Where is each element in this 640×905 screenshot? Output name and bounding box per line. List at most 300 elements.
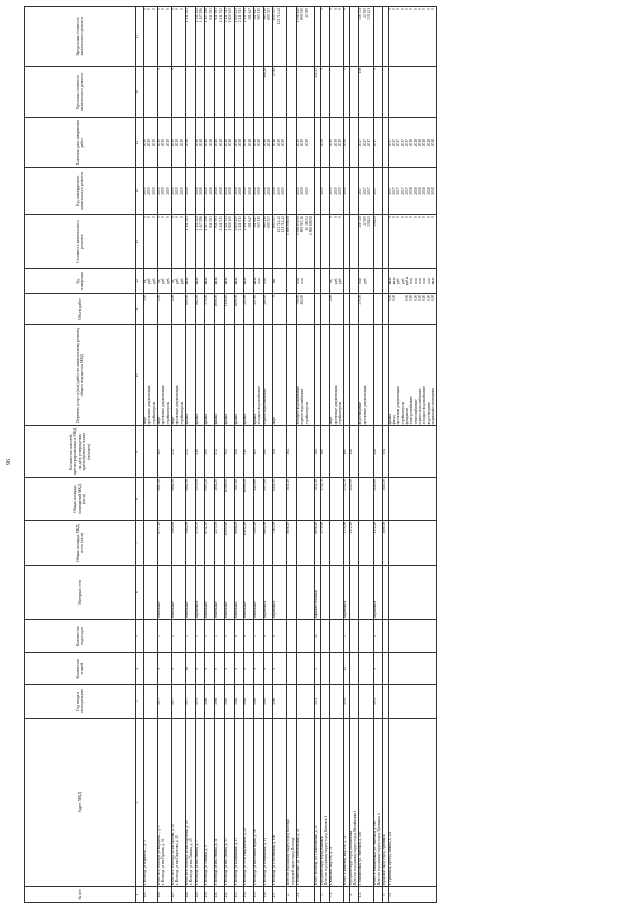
cell-end	[373, 118, 383, 167]
cell-line: 0	[175, 216, 180, 218]
cell-ta: 8698,10	[315, 520, 320, 565]
cell-line: 2018	[218, 139, 223, 147]
cell-cost	[297, 215, 315, 269]
cell-la	[144, 478, 158, 521]
cell-yr	[172, 167, 186, 214]
cell-fl: 9	[205, 653, 215, 684]
cell-uc	[253, 66, 263, 118]
cell-mat	[144, 565, 158, 619]
cell-lim	[144, 7, 158, 67]
cell-mat: панельные	[234, 565, 244, 619]
cell-line: 2017	[362, 187, 367, 195]
cell-ta: 4172,20	[349, 520, 359, 565]
cell-line: 0	[417, 216, 422, 218]
cell-yr	[359, 167, 373, 214]
cell-year: 1971	[315, 684, 320, 718]
cell-works	[253, 325, 263, 426]
cell-res: 200	[205, 426, 215, 478]
cell-mat	[330, 565, 344, 619]
cell-lim	[297, 7, 315, 67]
cell-line: Итого по г. Вологда, ул им Пирогова, д. 29	[185, 820, 190, 886]
cell-line: городской округ город Вологда	[290, 837, 295, 886]
cell-line: п.м	[358, 278, 363, 284]
cell-line: 484,00	[300, 294, 305, 305]
table-row	[373, 7, 383, 903]
cell-line: 0	[372, 67, 377, 70]
cell-vol	[224, 293, 234, 324]
cell-line: 0	[409, 216, 414, 218]
cell-line: 690 357	[272, 216, 277, 228]
cell-line: 2019	[175, 187, 180, 195]
cell-line: стройконтроль	[338, 401, 343, 425]
cell-line: крыша	[194, 414, 199, 425]
cell-la: 5661,90	[186, 478, 196, 521]
cell-line: г. Вологда, ул им Ленина, д. 13	[223, 838, 228, 886]
cell-line: 0	[147, 216, 152, 218]
cell-line: холодное водоснабжение	[296, 386, 300, 425]
cell-addr	[172, 718, 186, 887]
cell-year: 1977	[172, 684, 186, 718]
cell-line: 1 111 243	[194, 8, 199, 23]
cell-line: 316 721	[358, 8, 363, 20]
cell-mat: каркасно-блочные	[315, 565, 320, 619]
cell-line: 1158,40	[223, 294, 228, 307]
cell-en	[359, 619, 373, 653]
cell-en: 5	[224, 619, 234, 653]
cell-uc	[244, 66, 254, 118]
cell-vol	[273, 293, 287, 324]
column-number: 12	[136, 118, 144, 167]
cell-line: 0	[319, 8, 324, 10]
cell-en	[349, 619, 359, 653]
cell-yr	[215, 167, 225, 214]
cell-line: 0	[157, 216, 162, 218]
column-number: 13	[136, 215, 144, 269]
cell-line: 0	[396, 216, 401, 218]
cell-line: Всего по городскому округу город Михайловка 1	[353, 810, 358, 886]
cell-line: п.м	[409, 278, 414, 284]
cell-addr	[253, 718, 263, 887]
cell-la: 3040,30	[383, 478, 388, 521]
cell-line: 1606,00	[214, 294, 219, 307]
cell-line: 0,00	[404, 294, 409, 302]
cell-ta	[388, 520, 437, 565]
cell-end	[273, 118, 287, 167]
cell-works	[388, 325, 437, 426]
cell-line: п.м	[413, 278, 418, 284]
cell-end	[158, 118, 172, 167]
cell-line: крыша	[233, 414, 238, 425]
cell-line: 0	[147, 8, 152, 10]
cell-line: 2018	[233, 139, 238, 147]
cell-line: 2 411 513	[237, 216, 242, 231]
cell-line: п.м	[300, 278, 305, 284]
cell-cost	[172, 215, 186, 269]
cell-mat: панельные	[215, 565, 225, 619]
cell-line: 2019	[319, 139, 324, 147]
cell-line: г. Вологда, ул Бабушкина, д. 11	[262, 837, 267, 886]
cell-vol	[359, 293, 373, 324]
cell-line: г. Вологда, ул им Пирогова, д. 29	[175, 835, 180, 886]
cell-line: 2018	[266, 139, 271, 147]
cell-line: 2019	[161, 139, 166, 147]
cell-line: 0,00	[413, 294, 418, 302]
cell-end	[388, 118, 437, 167]
cell-la: 5379,50	[195, 478, 205, 521]
cell-line: 0	[338, 8, 343, 10]
cell-line: ед.	[157, 278, 162, 284]
cell-line: Городской округ город Михайловка	[348, 830, 353, 886]
cell-res: 183	[253, 426, 263, 478]
cell-line: 2019	[157, 187, 162, 195]
cell-line: 0	[430, 8, 435, 10]
cell-line: 0	[175, 8, 180, 10]
cell-line: проектные документация	[362, 385, 367, 425]
cell-line: 2018	[247, 139, 252, 147]
cell-vol	[158, 293, 172, 324]
cell-uc	[320, 66, 330, 118]
cell-res: 364	[287, 426, 297, 478]
cell-n: 129.	[195, 887, 205, 903]
cell-la: 10090,20	[244, 478, 254, 521]
cell-year	[330, 684, 344, 718]
cell-line: 2,00	[329, 294, 334, 302]
cell-uc	[273, 66, 287, 118]
table-row	[330, 7, 344, 903]
cell-lim	[215, 7, 225, 67]
cell-line: 121 714,42	[276, 216, 281, 233]
cell-mat: панельные	[205, 565, 215, 619]
cell-line: 1 417 296	[199, 8, 204, 23]
cell-line: 0,00	[426, 294, 431, 302]
cell-year: 1983	[263, 684, 273, 718]
cell-line: 381 647	[252, 8, 257, 20]
cell-line: 0	[430, 216, 435, 218]
cell-line: 2019	[171, 187, 176, 195]
cell-la: 3145,00	[373, 478, 383, 521]
cell-line: 0	[161, 216, 166, 218]
cell-line: 0	[413, 216, 418, 218]
cell-year	[287, 684, 297, 718]
cell-line: 2018	[417, 139, 422, 147]
cell-line: 381 647	[247, 216, 252, 228]
cell-res: 290	[263, 426, 273, 478]
cell-n: 4.1.	[359, 887, 373, 903]
cell-lim	[330, 7, 344, 67]
cell-line: г. Урюпинск, проезд Ленина, д. 121	[387, 831, 392, 886]
cell-line: 2019	[329, 187, 334, 195]
cell-line: водоотведение	[358, 402, 363, 425]
cell-vol	[172, 293, 186, 324]
cell-line: 2019	[329, 139, 334, 147]
cell-line: проектные документация	[333, 385, 338, 425]
table-row	[253, 7, 263, 903]
cell-line: ед.	[171, 278, 176, 284]
cell-line: 809 915,16	[300, 216, 305, 233]
cell-unit	[215, 269, 225, 294]
cell-works	[359, 325, 373, 426]
cell-uc	[297, 66, 315, 118]
cell-ta	[330, 520, 344, 565]
cell-unit	[253, 269, 263, 294]
cell-line: 2019	[143, 187, 147, 195]
cell-line: 2019	[296, 187, 300, 195]
cell-line: 40 389	[304, 8, 309, 18]
cell-line: кв.м	[387, 277, 392, 285]
cell-line: 339221	[372, 216, 377, 227]
cell-line: 1 820 125	[228, 216, 233, 231]
cell-works	[234, 325, 244, 426]
cell-uc	[158, 66, 172, 118]
cell-line: 2017	[404, 187, 409, 195]
cell-year: 1986	[215, 684, 225, 718]
cell-addr	[359, 718, 373, 887]
cell-n: 131.	[215, 887, 225, 903]
cell-line: 0	[329, 216, 334, 218]
cell-en	[388, 619, 437, 653]
cell-vol	[330, 293, 344, 324]
cell-line: ед.	[329, 278, 334, 284]
cell-end	[244, 118, 254, 167]
cell-line: 2019	[171, 139, 176, 147]
cell-res: 128	[373, 426, 383, 478]
cell-addr	[297, 718, 315, 887]
cell-line: 243,00	[243, 294, 248, 305]
cell-res: 160	[320, 426, 330, 478]
cell-line: 2019	[165, 187, 170, 195]
cell-line: шт	[272, 278, 277, 284]
column-header: № п/п	[25, 887, 136, 903]
cell-res: 172	[215, 426, 225, 478]
column-header: Плановая дата завершения работ	[25, 118, 136, 167]
cell-line: 217,00	[252, 294, 257, 305]
cell-year: 1977	[186, 684, 196, 718]
cell-line: 2017	[400, 187, 405, 195]
cell-res: 232	[186, 426, 196, 478]
cell-line: Итого: г. Михайловка, ул. Энгельса, д. 116	[372, 820, 377, 886]
cell-fl	[349, 653, 359, 684]
cell-unit	[297, 269, 315, 294]
cell-line: 2018	[417, 187, 422, 195]
cell-line: 0	[391, 216, 396, 218]
cell-line: 2017	[404, 139, 409, 147]
cell-fl	[330, 653, 344, 684]
cell-line: 0	[333, 8, 338, 10]
cell-line: 2019	[338, 187, 343, 195]
cell-line: 0	[179, 216, 184, 218]
cell-works	[244, 325, 254, 426]
cell-line: 2017	[362, 139, 367, 147]
cell-line: 0	[426, 216, 431, 218]
table-row	[297, 7, 315, 903]
cell-line: 2018	[223, 139, 228, 147]
cell-end	[224, 118, 234, 167]
cell-line: 0	[404, 8, 409, 10]
column-header: Адрес МКД	[25, 718, 136, 887]
cell-cost	[359, 215, 373, 269]
cell-ta: 3890,00	[383, 520, 388, 565]
cell-mat: кирпичные	[373, 565, 383, 619]
cell-year	[349, 684, 359, 718]
column-number: 4	[136, 653, 144, 684]
cell-en: 4	[373, 619, 383, 653]
cell-line: 0	[143, 8, 147, 10]
cell-line: 0	[343, 67, 348, 70]
cell-line: 2018	[185, 187, 190, 195]
cell-cost	[388, 215, 437, 269]
cell-line: 2018	[199, 139, 204, 147]
cell-fl: 9	[195, 653, 205, 684]
cell-mat: кирпичные	[273, 565, 287, 619]
cell-cost	[273, 215, 287, 269]
cell-en	[287, 619, 297, 653]
cell-n: 136.	[263, 887, 273, 903]
cell-line: руб.	[161, 277, 166, 285]
cell-line: 0,00	[391, 294, 396, 302]
cell-year	[388, 684, 437, 718]
cell-line: кв.м	[391, 277, 396, 285]
cell-line: 2018	[208, 187, 213, 195]
cell-fl	[388, 653, 437, 684]
cell-yr	[144, 167, 158, 214]
cell-line: 1 111 243	[185, 216, 190, 231]
cell-fl: 9	[253, 653, 263, 684]
column-header: Материал стен	[25, 565, 136, 619]
cell-line: 0,00	[430, 294, 435, 302]
cell-line: 0	[413, 8, 418, 10]
cell-line: подвальные помещения	[430, 388, 435, 425]
cell-ta: 3770,90	[344, 520, 349, 565]
cell-line: руб.	[362, 277, 367, 285]
cell-line: 1 896 698,08	[309, 216, 314, 235]
table-row	[224, 7, 234, 903]
cell-n: 3.1.	[330, 887, 344, 903]
cell-line: г. Вологда, ул им Ленина, д. 25	[189, 838, 194, 886]
cell-uc	[330, 66, 344, 118]
cell-line: Итого: г. Кимовск, мкр 4-й, д. 31	[343, 835, 348, 886]
cell-en: 12	[315, 619, 320, 653]
cell-line: 0	[151, 216, 156, 218]
cell-line: 2018	[426, 187, 431, 195]
cell-line: 0	[157, 8, 162, 10]
cell-line: 0	[422, 8, 427, 10]
cell-yr	[330, 167, 344, 214]
cell-line: 108	[358, 67, 363, 74]
cell-line: Итого по г. Вологда, ул им Орлова, д. 52	[171, 823, 176, 886]
cell-line: 40 389,54	[304, 216, 309, 231]
cell-year: 1969	[253, 684, 263, 718]
cell-line: 2018	[247, 187, 252, 195]
cell-line: 565 110	[262, 8, 267, 20]
cell-end	[359, 118, 373, 167]
cell-line: 2018	[228, 139, 233, 147]
cell-line: 0,00	[409, 294, 414, 302]
cell-ta	[297, 520, 315, 565]
column-number: 14	[136, 167, 144, 214]
cell-line: руб.	[400, 277, 405, 285]
cell-line: Городской округ город Кимовск	[319, 836, 324, 886]
cell-cost	[158, 215, 172, 269]
cell-mat	[320, 565, 330, 619]
cell-line: 2018	[214, 139, 219, 147]
cell-line: 565 110	[257, 216, 262, 228]
cell-line: 575,00	[204, 294, 209, 305]
cell-line: 2018	[409, 139, 414, 147]
cell-line: 2018	[422, 187, 427, 195]
cell-line: 0	[272, 294, 277, 297]
cell-res: 154	[383, 426, 388, 478]
cell-line: крыша	[204, 414, 209, 425]
cell-line: 2018	[409, 187, 414, 195]
cell-line: 1 820 125	[228, 8, 233, 23]
cell-line: 2019	[333, 187, 338, 195]
cell-mat	[287, 565, 297, 619]
cell-line: Всего по городскому округу город Урюпинск 4	[376, 813, 381, 886]
cell-unit	[373, 269, 383, 294]
cell-uc	[373, 66, 383, 118]
cell-unit	[158, 269, 172, 294]
cell-line: 809 915	[300, 8, 305, 20]
cell-unit	[330, 269, 344, 294]
cell-n: 126.	[158, 887, 172, 903]
table-row	[388, 7, 437, 903]
cell-line: 2 411 513	[243, 216, 248, 231]
cell-line: 339 221	[367, 8, 372, 20]
cell-lim	[224, 7, 234, 67]
cell-line: руб.	[396, 277, 401, 285]
cell-mat: кирпичные	[263, 565, 273, 619]
cell-lim	[273, 7, 287, 67]
cell-line: 2019	[343, 139, 348, 147]
cell-line: холодное водоснабжение	[257, 386, 262, 425]
cell-line: 1 820 125	[233, 8, 238, 23]
cell-line: 0	[417, 8, 422, 10]
cell-unit	[359, 269, 373, 294]
table-row	[172, 7, 186, 903]
cell-la: 5687,20	[158, 478, 172, 521]
cell-line: 2018	[262, 139, 267, 147]
cell-uc	[186, 66, 196, 118]
cell-line: стройконтроль	[165, 401, 170, 425]
cell-line: 0	[165, 8, 170, 10]
cell-line: 0	[151, 8, 156, 10]
cell-works	[186, 325, 196, 426]
cell-line: 280,00	[262, 294, 267, 305]
cell-uc	[215, 66, 225, 118]
cell-yr	[158, 167, 172, 214]
cell-n: 135.	[253, 887, 263, 903]
cell-res	[144, 426, 158, 478]
cell-res: 364	[315, 426, 320, 478]
cell-res	[297, 426, 315, 478]
cell-line: водоотведение	[426, 402, 431, 425]
cell-uc	[349, 66, 359, 118]
cell-line: 2018	[218, 187, 223, 195]
cell-en: 4	[273, 619, 287, 653]
cell-mat: панельные	[244, 565, 254, 619]
cell-vol	[373, 293, 383, 324]
cell-line: 2019	[276, 139, 281, 147]
cell-line: лифт	[157, 416, 162, 425]
cell-line: 2019	[157, 139, 162, 147]
cell-line: 0	[391, 8, 396, 10]
cell-line: Итого по г. Вологда, ул Кирпичн..., д. 5	[157, 825, 162, 886]
column-number: 11	[136, 293, 144, 324]
cell-line: крыша	[185, 414, 190, 425]
column-number: 1	[136, 887, 144, 903]
cell-line: проектные документация	[161, 385, 166, 425]
repair-plan-table	[24, 6, 437, 903]
